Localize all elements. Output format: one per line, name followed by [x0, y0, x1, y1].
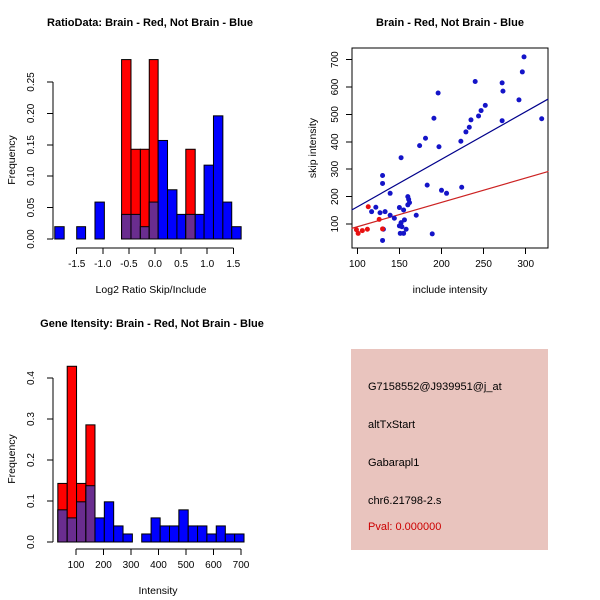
hist-bar-overlap	[58, 510, 67, 542]
data-point	[397, 205, 402, 210]
hist-bar-blue	[104, 502, 113, 542]
data-point	[479, 108, 484, 113]
hist-bar-blue	[188, 526, 197, 542]
hist-bar-blue	[77, 227, 86, 239]
data-point	[366, 204, 371, 209]
data-point	[463, 129, 468, 134]
x-tick-label: 400	[150, 560, 167, 571]
data-point	[459, 185, 464, 190]
info-chromosome-location: chr6.21798-2.s	[368, 495, 442, 507]
hist-bar-blue	[95, 518, 104, 542]
data-point	[516, 97, 521, 102]
y-tick-label: 0.2	[26, 453, 37, 467]
y-tick-label: 0.10	[26, 166, 37, 186]
hist-bar-red	[140, 149, 149, 239]
y-tick-label: 400	[330, 133, 341, 151]
hist-bar-blue	[232, 227, 241, 239]
data-point	[539, 116, 544, 121]
info-pvalue: Pval: 0.000000	[368, 521, 442, 533]
data-point	[468, 117, 473, 122]
hist-bar-blue	[95, 202, 104, 239]
data-point	[436, 144, 441, 149]
intensity-scatter-panel	[307, 17, 548, 296]
hist-bar-overlap	[122, 214, 131, 239]
hist-bar-blue	[177, 214, 186, 239]
x-tick-label: 1.5	[226, 259, 241, 270]
data-point	[405, 202, 410, 207]
hist-bar-blue	[114, 526, 123, 542]
data-point	[378, 210, 383, 215]
x-tick-label: 150	[391, 259, 408, 270]
hist-bar-blue	[151, 518, 160, 542]
hist-bar-blue	[207, 534, 216, 542]
y-tick-label: 200	[330, 188, 341, 205]
hist-bar-overlap	[67, 518, 76, 542]
x-axis-title: Log2 Ratio Skip/Include	[95, 284, 207, 296]
data-point	[431, 116, 436, 121]
hist-bar-blue	[168, 190, 177, 239]
hist-bar-blue	[198, 526, 207, 542]
data-point	[404, 227, 409, 232]
hist-bar-blue	[170, 526, 179, 542]
y-axis-title: Frequency	[6, 135, 18, 185]
x-tick-label: 0.5	[174, 259, 189, 270]
data-point	[380, 226, 385, 231]
hist-bar-overlap	[86, 486, 95, 542]
hist-bar-blue	[179, 510, 188, 542]
y-tick-label: 500	[330, 106, 341, 123]
y-tick-label: 0.05	[26, 197, 37, 218]
hist-bar-blue	[235, 534, 244, 542]
hist-bar-blue	[216, 526, 225, 542]
data-point	[414, 213, 419, 218]
y-tick-label: 0.3	[26, 412, 37, 426]
x-tick-label: 700	[232, 560, 250, 571]
data-point	[380, 173, 385, 178]
hist-bar-overlap	[131, 214, 140, 239]
x-tick-label: 250	[475, 259, 492, 270]
data-point	[423, 136, 428, 141]
hist-bar-blue	[213, 116, 222, 239]
gene-intensity-histogram-panel	[6, 318, 264, 597]
data-point	[373, 205, 378, 210]
y-tick-label: 0.0	[26, 535, 37, 549]
not_brain_points	[369, 54, 544, 243]
hist-bar-blue	[160, 526, 169, 542]
data-point	[388, 213, 393, 218]
x-tick-label: 200	[95, 560, 112, 571]
x-tick-label: -1.5	[68, 259, 86, 270]
data-point	[476, 114, 481, 119]
y-tick-label: 0.15	[26, 135, 37, 155]
data-point	[380, 181, 385, 186]
data-point	[356, 231, 361, 236]
hist-bar-blue	[55, 227, 64, 239]
data-point	[458, 139, 463, 144]
gene-intensity-histogram-bars	[58, 366, 244, 542]
hist-bar-blue	[142, 534, 151, 542]
data-point	[360, 228, 365, 233]
x-tick-label: -0.5	[120, 259, 138, 270]
hist-bar-overlap	[149, 202, 158, 239]
data-point	[417, 143, 422, 148]
x-tick-label: 1.0	[200, 259, 215, 270]
y-tick-label: 0.4	[26, 371, 37, 385]
data-point	[430, 231, 435, 236]
data-point	[439, 188, 444, 193]
data-point	[473, 79, 478, 84]
hist-bar-overlap	[140, 227, 149, 239]
hist-bar-blue	[223, 202, 232, 239]
hist-bar-blue	[204, 165, 213, 239]
data-point	[436, 91, 441, 96]
x-tick-label: 300	[122, 560, 140, 571]
data-point	[399, 224, 404, 229]
hist-bar-blue	[158, 140, 167, 239]
hist-bar-blue	[195, 214, 204, 239]
data-point	[467, 125, 472, 130]
x-tick-label: 500	[177, 560, 195, 571]
data-point	[401, 208, 406, 213]
ratio-histogram-bars	[55, 60, 241, 239]
x-tick-label: 100	[67, 560, 85, 571]
data-point	[522, 54, 527, 59]
x-axis-title: include intensity	[412, 284, 488, 296]
hist-bar-blue	[123, 534, 132, 542]
y-axis-title: skip intensity	[307, 117, 319, 179]
data-point	[383, 209, 388, 214]
chart-title: Brain - Red, Not Brain - Blue	[376, 17, 524, 29]
hist-bar-red	[122, 60, 131, 239]
x-axis-title: Intensity	[138, 585, 178, 597]
data-point	[520, 69, 525, 74]
y-axis-title: Frequency	[6, 434, 18, 484]
hist-bar-overlap	[77, 502, 86, 542]
data-point	[444, 191, 449, 196]
y-tick-label: 700	[330, 51, 341, 68]
x-tick-label: 100	[348, 259, 366, 270]
hist-bar-overlap	[186, 214, 195, 239]
y-tick-label: 0.20	[26, 103, 37, 124]
y-tick-label: 0.25	[26, 72, 37, 92]
data-point	[377, 217, 382, 222]
data-point	[500, 118, 505, 123]
x-tick-label: 0.0	[148, 259, 162, 270]
ratio-histogram-panel	[6, 17, 253, 296]
plot-box	[352, 48, 548, 248]
data-point	[500, 89, 505, 94]
y-tick-label: 600	[330, 78, 341, 96]
info-panel	[351, 349, 548, 550]
data-point	[483, 103, 488, 108]
chart-title: RatioData: Brain - Red, Not Brain - Blue	[47, 17, 253, 29]
data-point	[392, 216, 397, 221]
y-tick-label: 0.1	[26, 494, 37, 508]
data-point	[399, 155, 404, 160]
hist-bar-red	[67, 366, 76, 542]
y-tick-label: 100	[330, 215, 341, 233]
info-event-type: altTxStart	[368, 419, 416, 431]
x-tick-label: 600	[205, 560, 222, 571]
data-point	[388, 191, 393, 196]
chart-title: Gene Itensity: Brain - Red, Not Brain - Blue	[40, 318, 264, 330]
data-point	[365, 227, 370, 232]
info-probeset-id: G7158552@J939951@j_at	[368, 381, 502, 393]
not_brain_fit-line	[352, 99, 548, 210]
y-tick-label: 300	[330, 160, 341, 178]
x-tick-label: -1.0	[94, 259, 112, 270]
info-gene-name: Gabarapl1	[368, 457, 420, 469]
data-point	[425, 183, 430, 188]
brain_points	[354, 204, 385, 236]
x-tick-label: 300	[517, 259, 535, 270]
hist-bar-blue	[225, 534, 234, 542]
y-tick-label: 0.00	[26, 229, 37, 249]
data-point	[380, 238, 385, 243]
data-point	[500, 80, 505, 85]
x-tick-label: 200	[433, 259, 450, 270]
data-point	[369, 209, 374, 214]
